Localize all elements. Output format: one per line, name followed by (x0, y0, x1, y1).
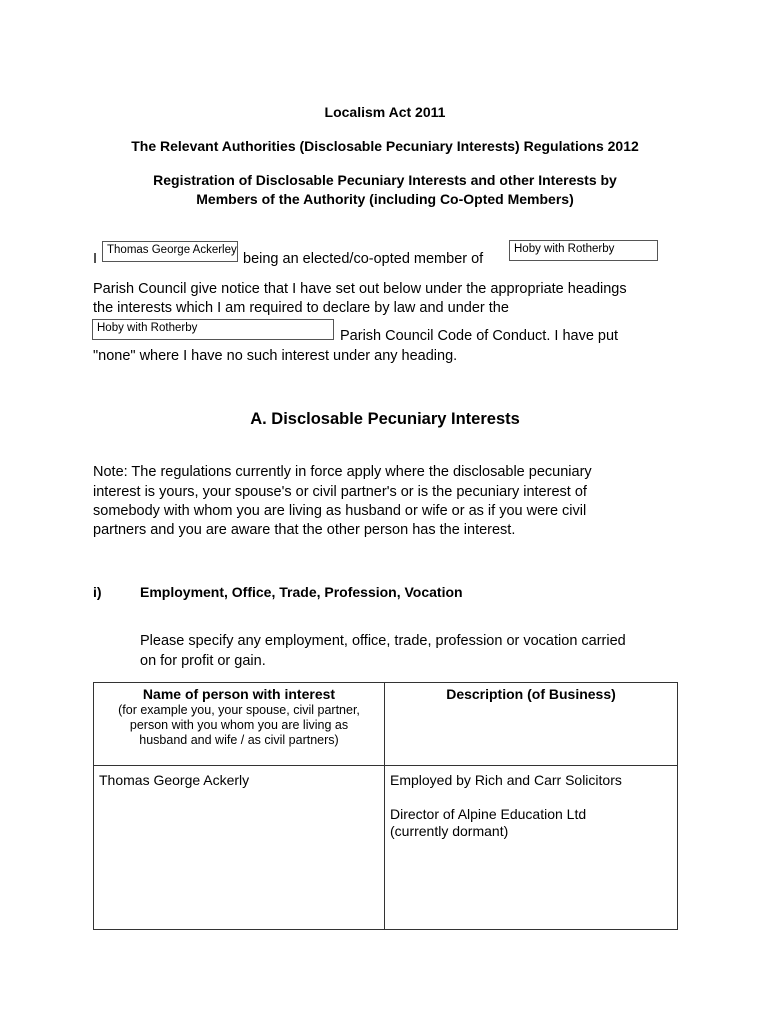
member-name-field[interactable]: Thomas George Ackerley (102, 241, 238, 262)
instruction-line2: on for profit or gain. (140, 653, 266, 669)
subsection-title: Employment, Office, Trade, Profession, Vocation (140, 584, 463, 600)
declaration-prefix: I (93, 251, 98, 267)
being-text: being an elected/co-opted member of (243, 251, 484, 267)
note-line: partners and you are aware that the other person has the interest. (93, 522, 516, 538)
col2-header (385, 683, 678, 766)
note-line: somebody with whom you are living as husband or wife or as if you were civil (93, 503, 587, 519)
description-line: Director of Alpine Education Ltd (390, 806, 587, 822)
note-line: Note: The regulations currently in force apply where the disclosable pecuniary (93, 464, 592, 480)
description-line: Employed by Rich and Carr Solicitors (390, 772, 622, 788)
section-a-title: A. Disclosable Pecuniary Interests (250, 410, 520, 428)
description-cell[interactable] (385, 766, 678, 930)
table-row (94, 766, 678, 930)
registration-title-line1: Registration of Disclosable Pecuniary Interests and other Interests by (153, 172, 617, 188)
col1-subtitle: (for example you, your spouse, civil partner, person with you whom you are living as husband and wife / as civil partners) (118, 703, 360, 747)
declaration-line5: "none" where I have no such interest under any heading. (93, 348, 458, 364)
col2-title: Description (of Business) (446, 686, 616, 702)
col1-title: Name of person with interest (142, 686, 336, 702)
declaration-line2: Parish Council give notice that I have set out below under the appropriate headings (93, 281, 627, 297)
council-name-field[interactable]: Hoby with Rotherby (509, 240, 658, 261)
col1-header (94, 683, 385, 766)
note-line: interest is yours, your spouse's or civil partner's or is the pecuniary interest of (93, 484, 587, 500)
instruction-line1: Please specify any employment, office, trade, profession or vocation carried (140, 633, 626, 649)
regulations-title: The Relevant Authorities (Disclosable Pecuniary Interests) Regulations 2012 (131, 138, 639, 154)
person-name: Thomas George Ackerly (99, 772, 250, 788)
employment-table (93, 682, 678, 930)
description-line: (currently dormant) (390, 823, 509, 839)
registration-title-line2: Members of the Authority (including Co-Opted Members) (196, 191, 574, 207)
act-title: Localism Act 2011 (324, 104, 446, 120)
declaration-line3: the interests which I am required to declare by law and under the (93, 300, 509, 316)
council-name-field-2[interactable]: Hoby with Rotherby (92, 319, 334, 340)
name-cell[interactable] (94, 766, 385, 930)
table-header-row (94, 683, 678, 766)
code-of-conduct-text: Parish Council Code of Conduct. I have put (340, 328, 619, 344)
subsection-number: i) (93, 584, 102, 600)
